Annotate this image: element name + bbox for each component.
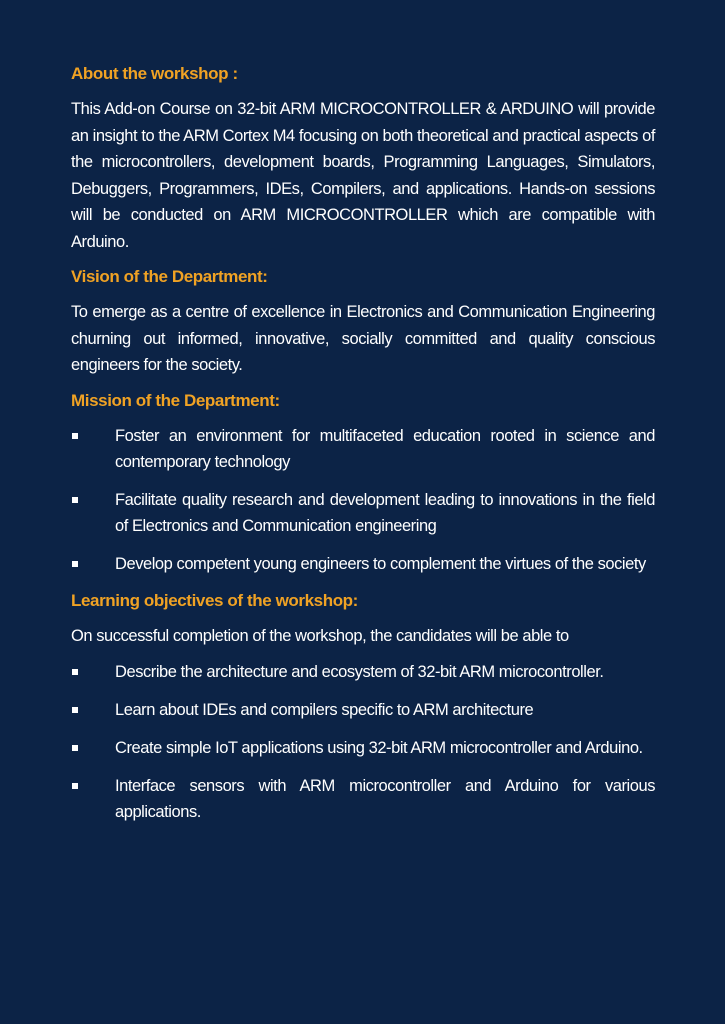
objective-item-text: Learn about IDEs and compilers specific to ARM architecture	[115, 701, 534, 719]
bullet-square-icon	[72, 745, 78, 751]
mission-item	[71, 423, 655, 475]
bullet-square-icon	[72, 669, 78, 675]
about-body: This Add-on Course on 32-bit ARM MICROCONTROLLER & ARDUINO will provide an insight to the ARM Cortex M4 focusing on both theoretical and practical aspects of the microcontrollers, development boards, Programming Languages, Simulators, Debuggers, Programmers, IDEs, Compilers, and applications. Hands-on sessions will be conducted on ARM MICROCONTROLLER which are compatible with Arduino.	[71, 100, 655, 251]
bullet-square-icon	[72, 783, 78, 789]
vision-body: To emerge as a centre of excellence in Electronics and Communication Engineering churning out informed, innovative, socially committed and quality conscious engineers for the society.	[71, 303, 655, 374]
objective-item-text: Create simple IoT applications using 32-bit ARM microcontroller and Arduino.	[115, 739, 643, 757]
bullet-square-icon	[72, 707, 78, 713]
objective-item	[71, 697, 655, 723]
objective-item	[71, 735, 655, 761]
mission-item-text: Develop competent young engineers to complement the virtues of the society	[115, 554, 646, 573]
mission-item	[71, 551, 655, 577]
brochure-page	[71, 62, 655, 837]
vision-heading: Vision of the Department:	[71, 267, 268, 286]
mission-item-text: Facilitate quality research and development leading to innovations in the field of Electronics and Communication engineering	[115, 490, 655, 535]
bullet-square-icon	[72, 561, 78, 567]
about-heading: About the workshop :	[71, 64, 238, 83]
objective-item	[71, 659, 655, 685]
objectives-list	[71, 659, 655, 825]
mission-item	[71, 487, 655, 539]
mission-item-text: Foster an environment for multifaceted education rooted in science and contemporary technology	[115, 426, 655, 471]
objective-item-text: Interface sensors with ARM microcontroller and Arduino for various applications.	[115, 777, 655, 821]
objective-item-text: Describe the architecture and ecosystem of 32-bit ARM microcontroller.	[115, 663, 604, 681]
objective-item	[71, 773, 655, 825]
bullet-square-icon	[72, 497, 78, 503]
objectives-heading: Learning objectives of the workshop:	[71, 590, 358, 610]
mission-list	[71, 423, 655, 577]
mission-heading: Mission of the Department:	[71, 390, 280, 410]
bullet-square-icon	[72, 433, 78, 439]
objectives-intro: On successful completion of the workshop, the candidates will be able to	[71, 626, 569, 645]
